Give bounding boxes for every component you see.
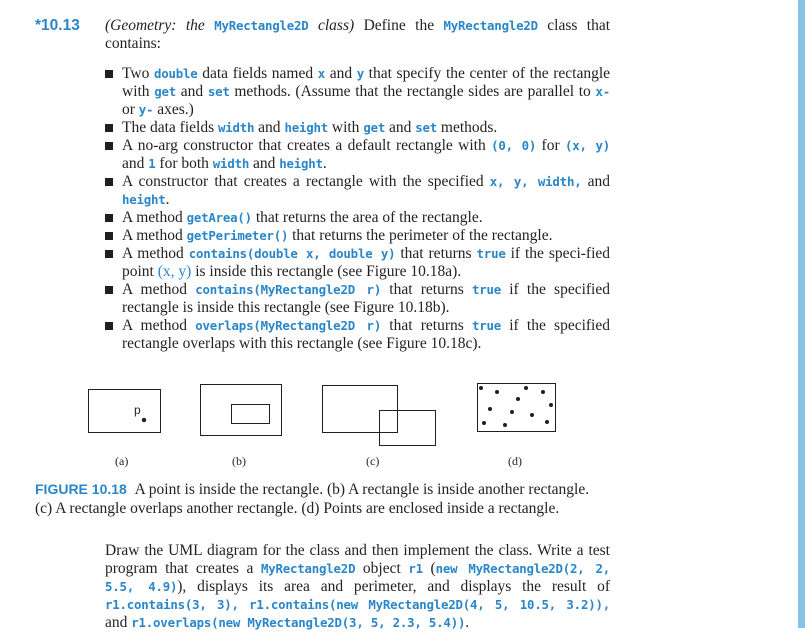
panel-d-point xyxy=(488,407,492,411)
panel-d-point xyxy=(510,410,514,414)
point-label: p xyxy=(134,403,141,417)
list-item: Two double data fields named x and y that specify the center of the rectangle with get and set methods. (Assume that the rectangle sides are parallel to x- or y- axes.) xyxy=(105,65,610,119)
panel-c-rectangle-1 xyxy=(323,386,398,433)
list-item: A method overlaps(MyRectangle2D r) that returns true if the specified rectangle overlaps with this rectangle (see Figure 10.18c). xyxy=(105,317,610,353)
exercise-intro: (Geometry: the MyRectangle2D class) Define the MyRectangle2D class that contains: xyxy=(105,17,611,52)
panel-d-point xyxy=(482,421,486,425)
list-item: A method contains(double x, double y) that returns true if the speci-fied point (x, y) is inside this rectangle (see Figure 10.18a). xyxy=(105,245,610,281)
panel-c-label: (c) xyxy=(366,454,380,468)
list-item: A no-arg constructor that creates a default rectangle with (0, 0) for (x, y) and 1 for both width and height. xyxy=(105,137,610,173)
panel-b-label: (b) xyxy=(232,454,246,468)
list-item: A method getArea() that returns the area of the rectangle. xyxy=(105,209,610,227)
panel-b-inner-rectangle xyxy=(232,405,270,424)
exercise-number: *10.13 xyxy=(35,17,80,34)
list-item: A method contains(MyRectangle2D r) that returns true if the specified rectangle is inside this rectangle (see Figure 10.18b). xyxy=(105,281,610,317)
panel-d-point xyxy=(541,390,545,394)
list-item: A method getPerimeter() that returns the perimeter of the rectangle. xyxy=(105,227,610,245)
panel-d-point xyxy=(530,413,534,417)
list-item: A constructor that creates a rectangle with the specified x, y, width, and height. xyxy=(105,173,610,209)
panel-a-point xyxy=(142,418,146,422)
panel-d-point xyxy=(545,420,549,424)
panel-d-point xyxy=(516,397,520,401)
panel-d-point xyxy=(479,386,483,390)
panel-c-rectangle-2 xyxy=(380,411,436,446)
panel-d-point xyxy=(503,423,507,427)
panel-a-label: (a) xyxy=(115,454,129,468)
panel-d-point xyxy=(549,403,553,407)
figure-caption: FIGURE 10.18 A point is inside the rectangle. (b) A rectangle is inside another rectangle. (c) A rectangle overlaps another rectangle. (d) Points are enclosed inside a rectangle. xyxy=(35,481,590,517)
panel-d-label: (d) xyxy=(508,454,522,468)
panel-a-rectangle xyxy=(89,390,161,433)
panel-d-point xyxy=(495,390,499,394)
panel-d-point xyxy=(524,386,528,390)
list-item: The data fields width and height with get and set methods. xyxy=(105,119,610,137)
task-paragraph: Draw the UML diagram for the class and then implement the class. Write a test program that creates a MyRectangle2D object r1 (new MyRectangle2D(2, 2, 5.5, 4.9)), displays its area and perimeter, and displays the result of r1.contains(3, 3), r1.contains(new MyRectangle2D(4, 5, 10.5, 3.2)), and r1.overlaps(new MyRectangle2D(3, 5, 2.3, 5.4)). xyxy=(105,542,611,631)
figure-label: FIGURE 10.18 xyxy=(35,481,127,497)
